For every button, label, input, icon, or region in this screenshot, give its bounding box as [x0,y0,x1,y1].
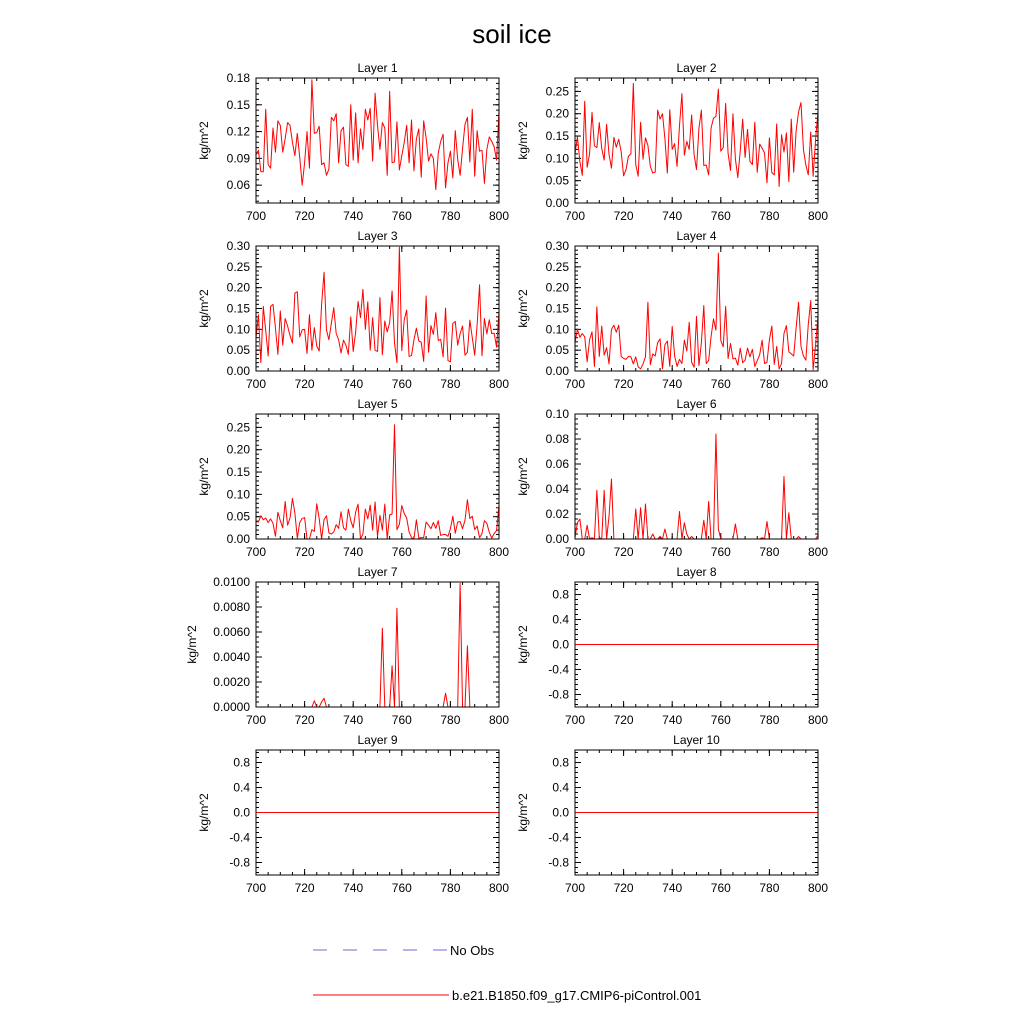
x-tick-label: 740 [343,377,364,391]
y-tick-label: 0.4 [233,780,250,795]
x-tick-label: 800 [807,209,829,223]
x-tick-label: 800 [488,545,510,559]
legend-label: b.e21.B1850.f09_g17.CMIP6-piControl.001 [452,988,702,1003]
y-tick-label: 0.25 [226,420,250,435]
x-tick-label: 720 [294,713,315,727]
y-tick-label: 0.00 [545,196,569,210]
y-tick-label: 0.0 [233,805,250,820]
y-tick-label: 0.10 [226,322,250,337]
x-tick-label: 720 [613,377,634,391]
y-tick-label: 0.20 [226,442,250,457]
plot-frame [256,246,499,371]
x-tick-label: 700 [564,377,586,391]
x-tick-label: 700 [564,545,586,559]
y-tick-label: 0.20 [545,280,569,295]
y-tick-label: 0.25 [545,84,569,99]
x-tick-label: 740 [662,209,683,223]
x-tick-label: 780 [440,209,461,223]
panel-layer-4 [516,229,828,391]
x-tick-label: 780 [759,377,780,391]
y-tick-label: 0.08 [545,432,569,446]
y-tick-label: 0.10 [545,151,569,166]
panel-layer-9 [197,733,509,895]
panel-layer-1 [197,61,509,223]
series-line [575,83,818,186]
y-tick-label: 0.10 [226,487,250,502]
y-tick-label: -0.8 [548,687,569,702]
x-tick-label: 760 [710,713,731,727]
y-axis-label: kg/m^2 [185,625,199,664]
series-line [256,247,499,362]
x-tick-label: 800 [807,377,829,391]
panels [185,61,828,895]
y-tick-label: 0.8 [552,755,569,770]
y-axis-label: kg/m^2 [516,121,530,160]
y-axis-label: kg/m^2 [197,793,211,832]
y-tick-label: 0.20 [226,280,250,295]
y-tick-label: 0.0100 [213,575,250,589]
x-tick-label: 740 [343,209,364,223]
x-tick-label: 760 [391,377,412,391]
x-tick-label: 760 [710,545,731,559]
x-tick-label: 700 [245,377,267,391]
y-tick-label: -0.4 [548,830,569,845]
y-tick-label: 0.15 [226,465,250,480]
panel-title: Layer 9 [357,733,398,747]
series-line [256,583,499,707]
y-tick-label: 0.00 [226,364,250,378]
y-tick-label: 0.00 [545,532,569,546]
panel-layer-2 [516,61,828,223]
x-tick-label: 780 [759,545,780,559]
y-axis-label: kg/m^2 [516,457,530,496]
x-tick-label: 700 [564,881,586,895]
y-tick-label: 0.4 [552,780,569,795]
panel-title: Layer 7 [357,565,398,579]
y-tick-label: 0.25 [226,259,250,274]
x-tick-label: 780 [440,713,461,727]
y-tick-label: 0.25 [545,259,569,274]
x-tick-label: 740 [343,881,364,895]
x-tick-label: 780 [440,881,461,895]
x-tick-label: 700 [245,209,267,223]
x-tick-label: 700 [245,881,267,895]
y-tick-label: 0.06 [545,457,569,471]
y-tick-label: 0.8 [233,755,250,770]
y-tick-label: 0.0080 [213,600,250,614]
y-axis-label: kg/m^2 [516,625,530,664]
panel-layer-8 [516,565,828,727]
panel-title: Layer 8 [676,565,717,579]
y-tick-label: 0.15 [545,301,569,316]
x-tick-label: 720 [294,377,315,391]
x-tick-label: 720 [294,881,315,895]
y-tick-label: -0.8 [229,855,250,870]
x-tick-label: 720 [613,545,634,559]
x-tick-label: 720 [613,713,634,727]
series-line [256,80,499,190]
y-tick-label: 0.30 [226,239,250,253]
y-tick-label: 0.0000 [213,700,250,714]
series-line [256,425,499,539]
plot-frame [575,246,818,371]
series-line [575,253,818,370]
x-tick-label: 760 [710,377,731,391]
y-tick-label: 0.15 [226,97,250,112]
figure-title: soil ice [472,19,552,49]
x-tick-label: 780 [440,377,461,391]
y-tick-label: 0.0040 [213,650,250,664]
y-tick-label: 0.0060 [213,625,250,639]
y-tick-label: 0.0020 [213,675,250,689]
y-tick-label: -0.4 [229,830,250,845]
x-tick-label: 740 [343,545,364,559]
x-tick-label: 740 [662,377,683,391]
x-tick-label: 760 [710,881,731,895]
y-tick-label: 0.05 [226,343,250,358]
panel-title: Layer 2 [676,61,717,75]
x-tick-label: 780 [440,545,461,559]
y-axis-label: kg/m^2 [197,457,211,496]
y-axis-label: kg/m^2 [197,121,211,160]
x-tick-label: 720 [613,209,634,223]
x-tick-label: 740 [662,881,683,895]
x-tick-label: 760 [391,545,412,559]
y-tick-label: 0.10 [545,407,569,421]
x-tick-label: 780 [759,881,780,895]
x-tick-label: 780 [759,209,780,223]
y-tick-label: 0.0 [552,805,569,820]
panel-title: Layer 5 [357,397,398,411]
y-tick-label: 0.00 [226,532,250,546]
y-axis-label: kg/m^2 [516,793,530,832]
x-tick-label: 700 [245,713,267,727]
y-tick-label: 0.18 [226,71,250,85]
panel-title: Layer 10 [673,733,720,747]
y-tick-label: 0.20 [545,106,569,121]
panel-layer-6 [516,397,828,559]
y-tick-label: 0.00 [545,364,569,378]
x-tick-label: 700 [245,545,267,559]
y-tick-label: 0.05 [545,343,569,358]
x-tick-label: 800 [807,545,829,559]
y-axis-label: kg/m^2 [197,289,211,328]
y-tick-label: 0.0 [552,637,569,652]
panel-layer-5 [197,397,509,559]
panel-layer-7 [185,565,509,727]
y-tick-label: 0.09 [226,151,250,166]
x-tick-label: 800 [488,713,510,727]
x-tick-label: 720 [294,545,315,559]
panel-title: Layer 3 [357,229,398,243]
panel-layer-3 [197,229,509,391]
plot-frame [256,414,499,539]
x-tick-label: 800 [807,713,829,727]
x-tick-label: 740 [343,713,364,727]
y-tick-label: 0.04 [545,482,569,496]
y-tick-label: 0.12 [226,124,250,139]
y-tick-label: 0.05 [545,173,569,188]
y-tick-label: -0.8 [548,855,569,870]
y-tick-label: 0.05 [226,509,250,524]
y-tick-label: 0.4 [552,612,569,627]
x-tick-label: 760 [391,881,412,895]
x-tick-label: 700 [564,209,586,223]
x-tick-label: 780 [759,713,780,727]
y-tick-label: 0.8 [552,587,569,602]
y-tick-label: 0.30 [545,239,569,253]
plot-frame [575,414,818,539]
x-tick-label: 800 [807,881,829,895]
panel-title: Layer 1 [357,61,398,75]
y-tick-label: 0.06 [226,178,250,193]
y-tick-label: 0.10 [545,322,569,337]
x-tick-label: 720 [613,881,634,895]
legend [313,943,701,1003]
y-tick-label: 0.15 [545,129,569,144]
x-tick-label: 700 [564,713,586,727]
x-tick-label: 800 [488,377,510,391]
x-tick-label: 760 [391,209,412,223]
panel-layer-10 [516,733,828,895]
panel-title: Layer 4 [676,229,717,243]
x-tick-label: 740 [662,713,683,727]
legend-label: No Obs [450,943,495,958]
x-tick-label: 760 [710,209,731,223]
x-tick-label: 720 [294,209,315,223]
y-tick-label: 0.15 [226,301,250,316]
y-axis-label: kg/m^2 [516,289,530,328]
x-tick-label: 760 [391,713,412,727]
x-tick-label: 800 [488,881,510,895]
series-line [575,434,818,539]
x-tick-label: 800 [488,209,510,223]
x-tick-label: 740 [662,545,683,559]
panel-title: Layer 6 [676,397,717,411]
y-tick-label: -0.4 [548,662,569,677]
y-tick-label: 0.02 [545,507,569,521]
